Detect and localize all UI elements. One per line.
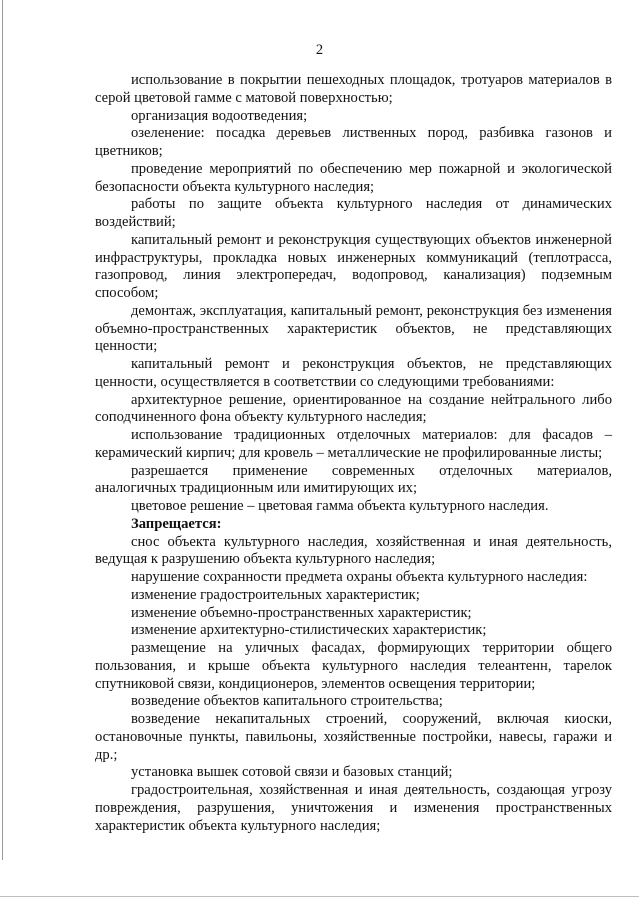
paragraph: градостроительная, хозяйственная и иная деятельность, создающая угрозу повреждения, разрушения, уничтожения и изменения пространственных характеристик объекта культурного наследия; [95, 782, 612, 834]
paragraph: снос объекта культурного наследия, хозяйственная и иная деятельность, ведущая к разрушению объекта культурного наследия; [95, 533, 612, 568]
paragraph: капитальный ремонт и реконструкция объектов, не представляющих ценности, осуществляется в соответствии со следующими требованиями: [95, 356, 612, 390]
paragraph: озеленение: посадка деревьев лиственных пород, разбивка газонов и цветников; [95, 125, 612, 159]
document-body [95, 72, 612, 835]
paragraph: изменение объемно-пространственных характеристик; [131, 604, 472, 621]
paragraph: демонтаж, эксплуатация, капитальный ремонт, реконструкция без изменения объемно-пространственных характеристик объектов, не представляющих ценности; [95, 302, 612, 355]
paragraph: архитектурное решение, ориентированное на создание нейтрального либо соподчиненного фона объекту культурного наследия; [95, 391, 612, 426]
paragraph: изменение градостроительных характеристик; [131, 586, 420, 603]
paragraph: возведение некапитальных строений, сооружений, включая киоски, остановочные пункты, павильоны, хозяйственные постройки, навесы, гаражи и др.; [95, 711, 612, 763]
paragraph: организация водоотведения; [131, 107, 308, 124]
paragraph: установка вышек сотовой связи и базовых станций; [131, 764, 453, 781]
paragraph: изменение архитектурно-стилистических характеристик; [131, 622, 487, 639]
scan-left-edge [2, 0, 3, 860]
paragraph: возведение объектов капитального строительства; [131, 693, 443, 710]
paragraph: разрешается применение современных отделочных материалов, аналогичных традиционным или имитирующих их; [95, 462, 612, 497]
paragraph: капитальный ремонт и реконструкция существующих объектов инженерной инфраструктуры, прокладка новых инженерных коммуникаций (теплотрасса, газопровод, линия электропередач, водопровод, канализация) подземным способом; [95, 231, 612, 301]
paragraph: цветовое решение – цветовая гамма объекта культурного наследия. [131, 498, 549, 514]
paragraph: проведение мероприятий по обеспечению мер пожарной и экологической безопасности объекта культурного наследия; [95, 160, 612, 195]
paragraph: нарушение сохранности предмета охраны объекта культурного наследия: [131, 569, 588, 585]
scan-bottom-edge [0, 896, 639, 897]
paragraph: размещение на уличных фасадах, формирующих территории общего пользования, и крыше объекта культурного наследия телеантенн, тарелок спутниковой связи, кондиционеров, элементов освещения территории; [95, 640, 612, 692]
paragraph: работы по защите объекта культурного наследия от динамических воздействий; [95, 196, 612, 230]
page-number: 2 [315, 42, 324, 58]
section-heading: Запрещается: [131, 515, 222, 532]
paragraph: использование в покрытии пешеходных площадок, тротуаров материалов в серой цветовой гамме с матовой поверхностью; [95, 72, 612, 106]
paragraph: использование традиционных отделочных материалов: для фасадов – керамический кирпич; для кровель – металлические не профилированные листы; [95, 427, 612, 461]
